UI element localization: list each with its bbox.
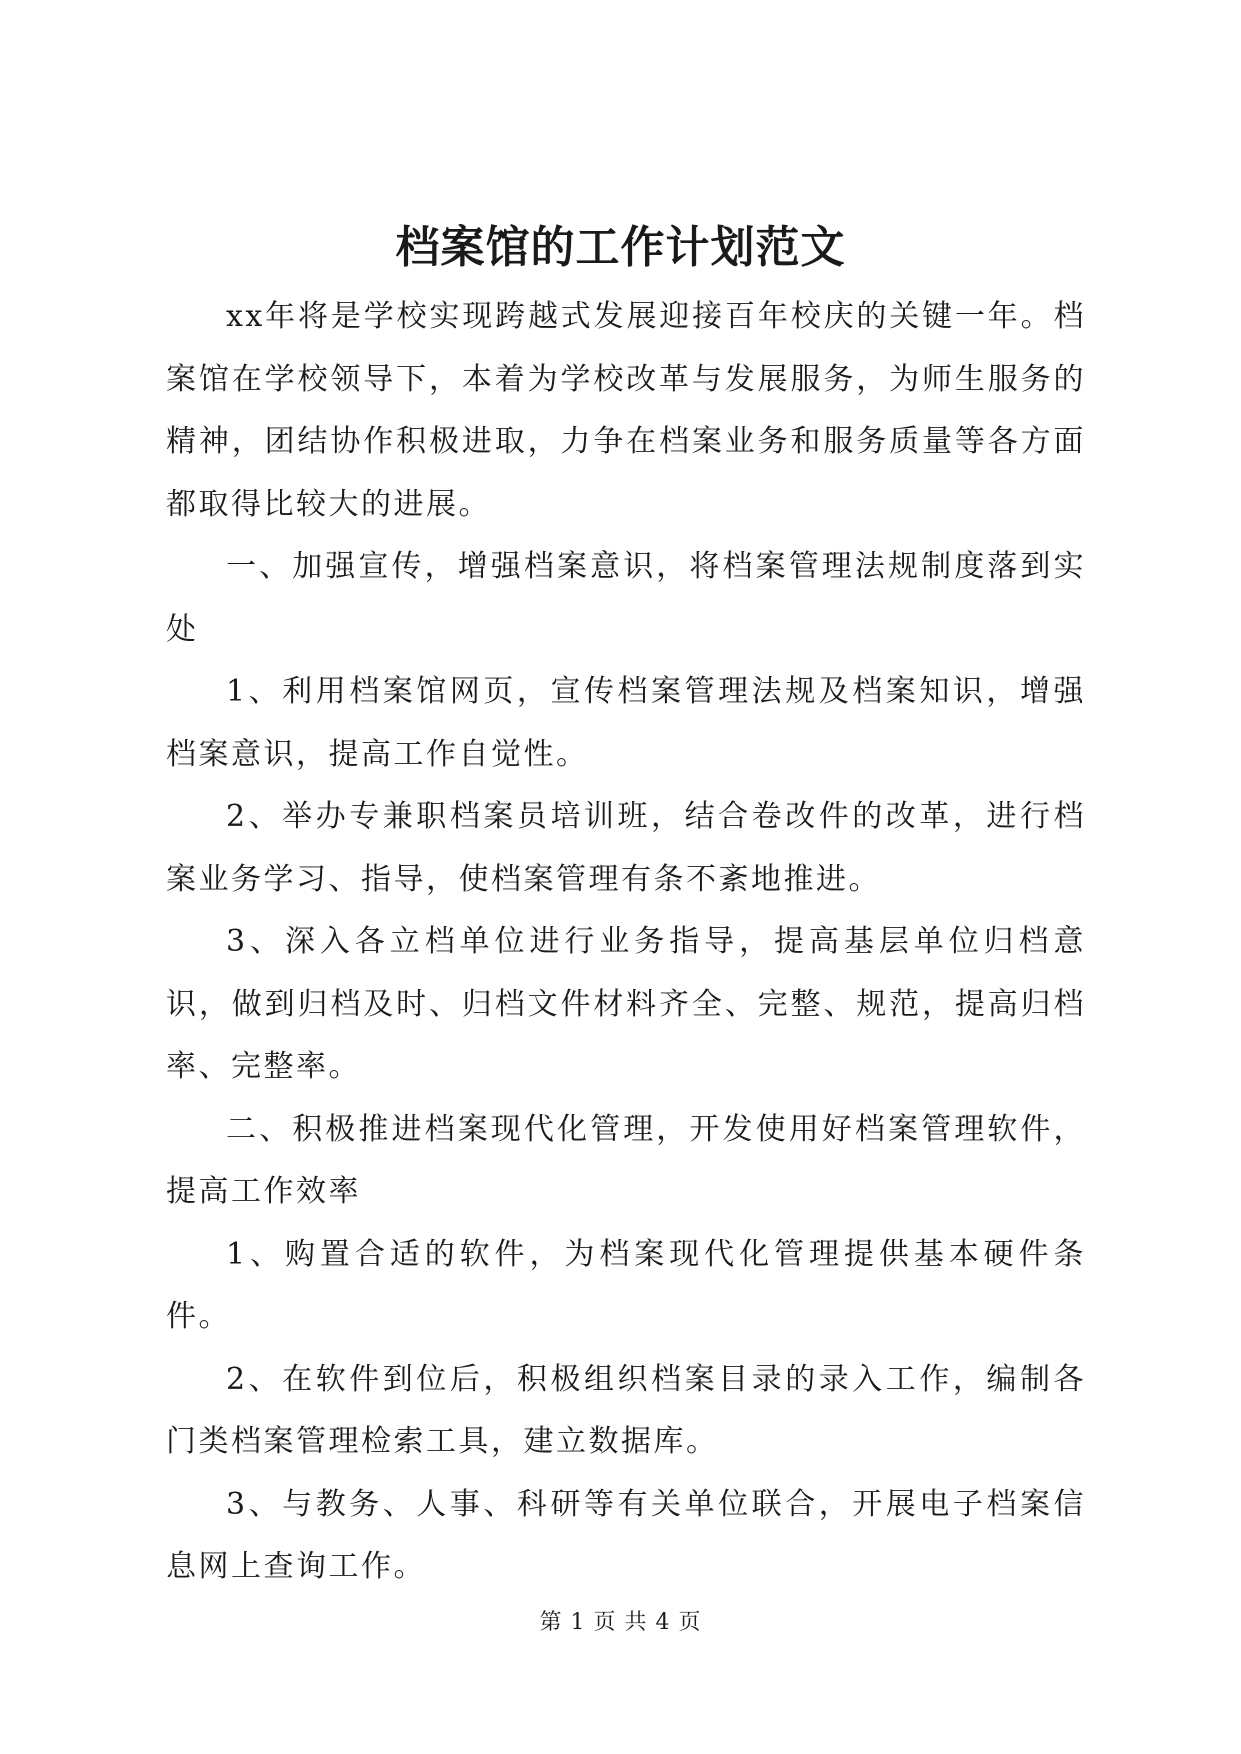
section-heading-2: 二、积极推进档案现代化管理，开发使用好档案管理软件，提高工作效率 — [166, 1111, 1086, 1209]
list-item-2-3: 3、与教务、人事、科研等有关单位联合，开展电子档案信息网上查询工作。 — [166, 1486, 1086, 1584]
list-item-2-1: 1、购置合适的软件，为档案现代化管理提供基本硬件条件。 — [166, 1236, 1086, 1334]
list-item-1-2: 2、举办专兼职档案员培训班，结合卷改件的改革，进行档案业务学习、指导，使档案管理有条不紊地推进。 — [166, 799, 1086, 897]
list-item-2-2: 2、在软件到位后，积极组织档案目录的录入工作，编制各门类档案管理检索工具，建立数据库。 — [166, 1361, 1086, 1459]
page-number-footer: 第 1 页 共 4 页 — [539, 1610, 702, 1635]
document-body — [166, 286, 1086, 1599]
list-item-1-1: 1、利用档案馆网页，宣传档案管理法规及档案知识，增强档案意识，提高工作自觉性。 — [166, 674, 1086, 772]
document-title: 档案馆的工作计划范文 — [395, 222, 846, 273]
paragraph-intro: xx年将是学校实现跨越式发展迎接百年校庆的关键一年。档案馆在学校领导下，本着为学校改革与发展服务，为师生服务的精神，团结协作积极进取，力争在档案业务和服务质量等各方面都取得比较大的进展。 — [166, 299, 1086, 522]
section-heading-1: 一、加强宣传，增强档案意识，将档案管理法规制度落到实处 — [166, 549, 1086, 647]
list-item-1-3: 3、深入各立档单位进行业务指导，提高基层单位归档意识，做到归档及时、归档文件材料齐全、完整、规范，提高归档率、完整率。 — [166, 924, 1086, 1084]
